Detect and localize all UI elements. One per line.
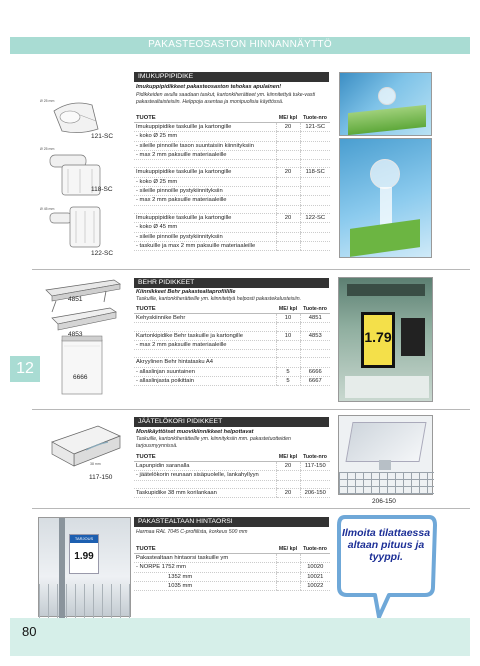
cell-product: - allaslinjan suuntainen	[134, 367, 276, 376]
photo-suction-cup-holder	[339, 138, 432, 258]
header-unit: ME/ kpl	[276, 453, 300, 462]
price-frame	[361, 312, 395, 368]
table-row	[134, 123, 330, 132]
suction-cup-illustrations	[40, 95, 132, 265]
wire-grid	[339, 472, 434, 494]
cell-product: - sileille pinnoille tason suuntaisiin kiinnityksiin	[134, 141, 276, 150]
behr-frame-clip-image	[46, 280, 120, 312]
table-header-row	[134, 453, 330, 462]
product-table-hintaorsi	[134, 545, 330, 591]
cell-product-no: 122-SC	[300, 213, 330, 222]
cell-product: - max 2 mm paksuille materiaaleille	[134, 196, 276, 205]
cell-unit	[276, 350, 300, 358]
header-product-no: Tuote-nro	[300, 545, 330, 554]
cell-product	[134, 205, 276, 213]
green-price-card	[348, 105, 426, 135]
section-title-imukuppi: IMUKUPPIPIDIKE	[134, 72, 329, 82]
cell-product	[134, 323, 276, 331]
cell-unit	[276, 480, 300, 488]
table-row	[134, 358, 330, 367]
offer-badge: TARJOUS	[70, 535, 98, 543]
cell-product: Imukuppipidike taskuille ja kartongille	[134, 168, 276, 177]
table-row	[134, 462, 330, 471]
section-title-hintaorsi: PAKASTEALTAAN HINTAORSI	[134, 517, 329, 527]
cell-unit: 20	[276, 488, 300, 497]
cell-product	[134, 160, 276, 168]
section-desc-hintaorsi: Harmaa RAL 7045 C-profiilista, korkeus 500 mm	[136, 529, 248, 535]
cell-product-no: 4851	[300, 314, 330, 323]
section-title-behr: BEHR PIDIKKEET	[134, 278, 329, 288]
footer-band	[10, 618, 470, 656]
freezer-grid	[39, 584, 132, 618]
header-product: TUOTE	[134, 305, 276, 314]
image-code-118: 118-SC	[91, 186, 113, 193]
cell-product: Imukuppipidike taskuille ja kartongille	[134, 213, 276, 222]
price-on-card: 1.79	[364, 329, 392, 345]
table-row	[134, 187, 330, 196]
cell-unit	[276, 572, 300, 581]
cell-unit	[276, 205, 300, 213]
cell-unit	[276, 150, 300, 159]
cell-product-no	[300, 554, 330, 563]
cell-product-no: 6666	[300, 367, 330, 376]
cell-unit: 20	[276, 462, 300, 471]
cell-product-no	[300, 187, 330, 196]
section-subtitle-behr: Kiinnikkeet Behr pakastealtaprofiilille	[136, 289, 236, 295]
table-header-row	[134, 305, 330, 314]
cell-unit	[276, 471, 300, 480]
yellow-price-card	[364, 315, 392, 365]
cell-product: Lapunpidin saranalla	[134, 462, 276, 471]
cell-product: - max 2 mm paksuille materiaaleille	[134, 340, 276, 349]
table-row	[134, 480, 330, 488]
cell-product: - koko Ø 25 mm	[134, 132, 276, 141]
cell-product: - jäätelökorin reunaan sisäpuolelle, lankahyllyyn	[134, 471, 276, 480]
suction-cup-shape	[378, 87, 396, 105]
cell-product-no: 6667	[300, 377, 330, 386]
cell-product-no: 117-150	[300, 462, 330, 471]
table-row	[134, 377, 330, 386]
cell-unit: 10	[276, 314, 300, 323]
cell-unit	[276, 323, 300, 331]
table-row	[134, 150, 330, 159]
cell-unit	[276, 196, 300, 205]
section-desc-jaatelo: Taskuille, kartonkiherätteille ym. kiinnityksiin mm. pakastetuotteiden tarjousmyynnissä.	[136, 436, 291, 449]
cell-product: - taskuille ja max 2 mm paksuille materiaaleille	[134, 241, 276, 250]
section-desc-behr: Taskuille, kartonkiherätteille ym. kiinnitettyä helposti pakastekalusteisiin.	[136, 296, 302, 302]
table-row	[134, 331, 330, 340]
photo-suction-cup-green-card	[339, 72, 432, 136]
cell-unit	[276, 141, 300, 150]
section-divider	[32, 269, 470, 270]
cell-product: Akryylinen Behr hintatasku A4	[134, 358, 276, 367]
table-row	[134, 160, 330, 168]
header-product: TUOTE	[134, 114, 276, 123]
basket-clip	[379, 460, 391, 470]
dim-label-122: Ø 45 mm	[40, 207, 55, 211]
chapter-number: 12	[16, 360, 34, 377]
product-table-jaatelo	[134, 453, 330, 498]
cell-product: - koko Ø 25 mm	[134, 177, 276, 186]
cell-product-no	[300, 323, 330, 331]
cell-unit: 20	[276, 168, 300, 177]
cell-unit: 5	[276, 377, 300, 386]
cell-product: 1352 mm	[134, 572, 276, 581]
cell-product-no	[300, 232, 330, 241]
cell-product-no	[300, 358, 330, 367]
hinge-clip-illustration	[42, 420, 132, 476]
cell-unit	[276, 177, 300, 186]
cell-product-no	[300, 223, 330, 232]
table-row	[134, 572, 330, 581]
freezer-top	[347, 284, 425, 296]
header-unit: ME/ kpl	[276, 545, 300, 554]
table-header-row	[134, 545, 330, 554]
cell-unit	[276, 223, 300, 232]
header-product-no: Tuote-nro	[300, 114, 330, 123]
image-code-122: 122-SC	[91, 250, 114, 257]
table-row	[134, 196, 330, 205]
cell-unit	[276, 132, 300, 141]
cell-product-no: 10020	[300, 563, 330, 572]
cell-unit: 20	[276, 213, 300, 222]
table-header-row	[134, 114, 330, 123]
behr-card-clip-image	[52, 308, 116, 330]
table-row	[134, 488, 330, 497]
cell-product: Taskupidike 38 mm korilankaan	[134, 488, 276, 497]
dim-label-38: 38 mm	[90, 462, 101, 466]
cell-product: - NORPE 1752 mm	[134, 563, 276, 572]
page-title: PAKASTEOSASTON HINNANNÄYTTÖ	[148, 39, 332, 50]
cell-product-no	[300, 160, 330, 168]
green-card-shape	[350, 219, 420, 257]
cell-product	[134, 350, 276, 358]
cell-product-no: 4853	[300, 331, 330, 340]
header-unit: ME/ kpl	[276, 114, 300, 123]
cell-product: Kehyskiinnike Behr	[134, 314, 276, 323]
cell-product-no	[300, 241, 330, 250]
section-divider	[32, 409, 470, 410]
cell-product-no: 118-SC	[300, 168, 330, 177]
cell-product-no: 121-SC	[300, 123, 330, 132]
cell-product-no	[300, 205, 330, 213]
table-row	[134, 213, 330, 222]
table-row	[134, 205, 330, 213]
cell-product-no	[300, 340, 330, 349]
cell-product: - koko Ø 45 mm	[134, 223, 276, 232]
image-code-117-150: 117-150	[89, 474, 113, 481]
table-row	[134, 563, 330, 572]
cell-product: 1035 mm	[134, 581, 276, 590]
cell-product-no	[300, 177, 330, 186]
photo-price-rail	[38, 517, 131, 617]
photo-wire-basket-holder	[338, 415, 433, 495]
table-row	[134, 581, 330, 590]
cell-product-no	[300, 141, 330, 150]
cell-product-no: 10021	[300, 572, 330, 581]
cell-unit	[276, 554, 300, 563]
table-row	[134, 141, 330, 150]
cell-unit	[276, 232, 300, 241]
section-title-jaatelo: JÄÄTELÖKORI PIDIKKEET	[134, 417, 329, 427]
price-on-sign: 1.99	[74, 551, 94, 562]
price-sign	[69, 534, 99, 574]
behr-illustrations	[36, 276, 132, 404]
cell-product-no: 206-150	[300, 488, 330, 497]
cell-unit	[276, 563, 300, 572]
header-band	[10, 37, 470, 54]
header-product-no: Tuote-nro	[300, 305, 330, 314]
section-subtitle-jaatelo: Monikäyttöiset muovikiinnikkeet helpottavat	[136, 429, 254, 435]
clear-pocket	[345, 422, 426, 462]
table-row	[134, 323, 330, 331]
cell-unit	[276, 581, 300, 590]
header-product: TUOTE	[134, 453, 276, 462]
cell-product-no: 10022	[300, 581, 330, 590]
photo-behr-price-display	[338, 277, 433, 402]
header-product: TUOTE	[134, 545, 276, 554]
table-row	[134, 232, 330, 241]
cell-product-no	[300, 350, 330, 358]
page-number: 80	[22, 624, 37, 639]
table-row	[134, 367, 330, 376]
section-divider	[32, 508, 470, 509]
image-code-4853: 4853	[68, 331, 83, 338]
table-row	[134, 132, 330, 141]
cell-unit	[276, 358, 300, 367]
product-table-behr	[134, 305, 330, 386]
cell-unit: 5	[276, 367, 300, 376]
second-frame	[401, 318, 425, 356]
section-subtitle-imukuppi: Imukuppipidikkeet pakasteosaston tehokas apulainen!	[136, 84, 282, 90]
product-table-imukuppi	[134, 114, 330, 251]
cell-unit: 20	[276, 123, 300, 132]
freezer-edge	[345, 376, 429, 398]
header-unit: ME/ kpl	[276, 305, 300, 314]
image-code-121: 121-SC	[91, 133, 114, 140]
section-desc-imukuppi: Pidikkeiden avulla saadaan taskut, kartonkiherätteet ym. kiinnitettyä tuke-vasti pakastealtaisteisiin. Helppoja asentaa ja monipuolisia käyttössä.	[136, 92, 316, 105]
header-product-no: Tuote-nro	[300, 453, 330, 462]
cell-product: - sileille pinnoille pystykiinnityksiin	[134, 232, 276, 241]
suction-cup-large	[370, 159, 400, 189]
table-row	[134, 471, 330, 480]
table-row	[134, 340, 330, 349]
image-code-6666: 6666	[73, 374, 88, 381]
cell-unit: 10	[276, 331, 300, 340]
cell-product-no	[300, 132, 330, 141]
behr-acrylic-pocket-image	[62, 336, 102, 394]
cell-unit	[276, 340, 300, 349]
cell-unit	[276, 160, 300, 168]
cell-product: Pakastealtaan hintaorsi taskuille ym	[134, 554, 276, 563]
cell-product: - allaslinjasta poikittain	[134, 377, 276, 386]
dim-label-121: Ø 25 mm	[40, 99, 55, 103]
cell-product: - max 2 mm paksuille materiaaleille	[134, 150, 276, 159]
table-row	[134, 241, 330, 250]
table-row	[134, 554, 330, 563]
cell-product-no	[300, 150, 330, 159]
dim-label-118: Ø 25 mm	[40, 147, 55, 151]
bubble-text: Ilmoita tilattaessa altaan pituus ja tyyppi.	[341, 527, 431, 563]
image-code-206-150: 206-150	[372, 498, 396, 505]
image-code-4851: 4851	[68, 296, 83, 303]
cell-product-no	[300, 471, 330, 480]
table-row	[134, 350, 330, 358]
cell-unit	[276, 187, 300, 196]
cell-unit	[276, 241, 300, 250]
cell-product-no	[300, 480, 330, 488]
order-note-bubble	[335, 513, 437, 621]
suction-cup-122-image	[50, 207, 100, 247]
cell-product	[134, 480, 276, 488]
table-row	[134, 223, 330, 232]
table-row	[134, 168, 330, 177]
cell-product-no	[300, 196, 330, 205]
table-row	[134, 177, 330, 186]
cell-product: Kartonkipidike Behr taskuille ja kartongille	[134, 331, 276, 340]
cell-product: Imukuppipidike taskuille ja kartongille	[134, 123, 276, 132]
cell-product: - sileille pinnoille pystykiinnityksiin	[134, 187, 276, 196]
table-row	[134, 314, 330, 323]
suction-cup-121-image	[54, 103, 98, 133]
